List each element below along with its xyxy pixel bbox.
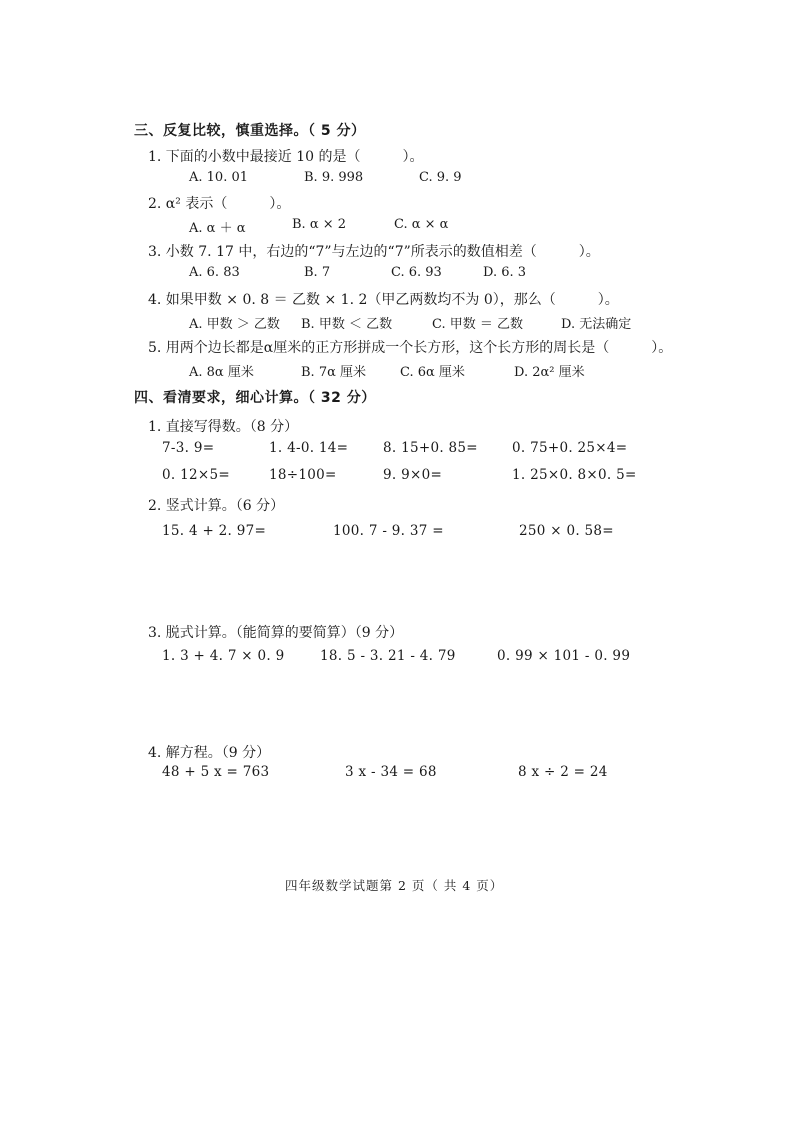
vertical-calc-item: 100. 7 - 9. 37 = bbox=[333, 523, 444, 539]
part-4-title: 4. 解方程。（9 分） bbox=[148, 745, 271, 761]
part-2-title: 2. 竖式计算。（6 分） bbox=[148, 498, 285, 514]
question-5-option-a: A. 8α 厘米 bbox=[189, 365, 254, 380]
oral-calc-item: 18÷100= bbox=[269, 467, 337, 483]
oral-calc-item: 0. 12×5= bbox=[162, 467, 230, 483]
section-3-title: 三、反复比较，慎重选择。（ 5 分） bbox=[134, 123, 366, 139]
question-4-stem: 4. 如果甲数 × 0. 8 ＝ 乙数 × 1. 2（甲乙两数均不为 0），那么（ ）。 bbox=[148, 292, 619, 308]
question-4-option-b: B. 甲数 ＜ 乙数 bbox=[301, 317, 393, 332]
part-1-title: 1. 直接写得数。（8 分） bbox=[148, 419, 299, 435]
question-5-option-c: C. 6α 厘米 bbox=[400, 365, 465, 380]
section-4-title: 四、看清要求，细心计算。（ 32 分） bbox=[134, 390, 376, 406]
page-footer: 四年级数学试题第 2 页（ 共 4 页） bbox=[285, 878, 504, 893]
vertical-calc-item: 250 × 0. 58= bbox=[519, 523, 614, 539]
oral-calc-item: 1. 25×0. 8×0. 5= bbox=[512, 467, 637, 483]
question-3-option-d: D. 6. 3 bbox=[483, 265, 527, 280]
question-1-option-c: C. 9. 9 bbox=[419, 170, 462, 185]
question-1-option-b: B. 9. 998 bbox=[304, 170, 364, 185]
part-3-title: 3. 脱式计算。（能简算的要简算）（9 分） bbox=[148, 625, 404, 641]
vertical-calc-item: 15. 4 + 2. 97= bbox=[162, 523, 267, 539]
question-3-option-c: C. 6. 93 bbox=[391, 265, 442, 280]
question-4-option-c: C. 甲数 ＝ 乙数 bbox=[432, 317, 524, 332]
equation-item: 48 + 5 x = 763 bbox=[162, 764, 270, 780]
question-5-option-d: D. 2α² 厘米 bbox=[514, 365, 585, 380]
oral-calc-item: 1. 4-0. 14= bbox=[269, 440, 349, 456]
oral-calc-item: 9. 9×0= bbox=[383, 467, 443, 483]
question-4-option-d: D. 无法确定 bbox=[561, 317, 632, 332]
question-5-option-b: B. 7α 厘米 bbox=[301, 365, 367, 380]
question-3-option-a: A. 6. 83 bbox=[189, 265, 240, 280]
equation-item: 3 x - 34 = 68 bbox=[345, 764, 437, 780]
step-calc-item: 1. 3 + 4. 7 × 0. 9 bbox=[162, 648, 285, 664]
step-calc-item: 0. 99 × 101 - 0. 99 bbox=[497, 648, 631, 664]
question-2-option-c: C. α × α bbox=[394, 217, 449, 232]
question-3-option-b: B. 7 bbox=[304, 265, 331, 280]
oral-calc-item: 8. 15+0. 85= bbox=[383, 440, 478, 456]
oral-calc-item: 7-3. 9= bbox=[162, 440, 215, 456]
question-2-option-a: A. α ＋ α bbox=[189, 221, 246, 236]
question-4-option-a: A. 甲数 ＞ 乙数 bbox=[189, 317, 280, 332]
oral-calc-item: 0. 75+0. 25×4= bbox=[512, 440, 628, 456]
question-2-option-b: B. α × 2 bbox=[292, 217, 347, 232]
question-2-stem: 2. α² 表示（ ）。 bbox=[148, 196, 291, 212]
question-5-stem: 5. 用两个边长都是α厘米的正方形拼成一个长方形，这个长方形的周长是（ ）。 bbox=[148, 340, 673, 356]
step-calc-item: 18. 5 - 3. 21 - 4. 79 bbox=[320, 648, 456, 664]
question-1-stem: 1. 下面的小数中最接近 10 的是（ ）。 bbox=[148, 149, 424, 165]
question-3-stem: 3. 小数 7. 17 中，右边的“7”与左边的“7”所表示的数值相差（ ）。 bbox=[148, 244, 600, 260]
question-1-option-a: A. 10. 01 bbox=[189, 170, 249, 185]
equation-item: 8 x ÷ 2 = 24 bbox=[518, 764, 608, 780]
